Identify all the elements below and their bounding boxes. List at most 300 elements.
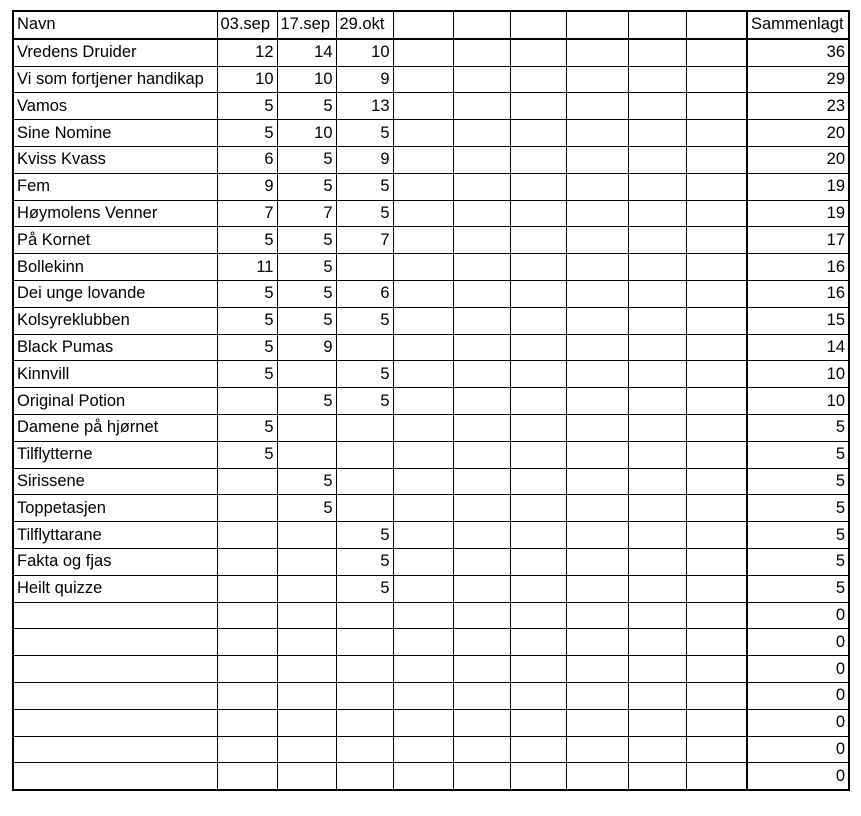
score-cell-date-1: 7 [217, 200, 277, 227]
team-name-cell: Sine Nomine [13, 120, 217, 147]
score-cell-date-2: 14 [277, 39, 336, 66]
score-cell-date-7 [566, 468, 628, 495]
score-cell-date-9 [686, 66, 747, 93]
score-cell-date-3: 5 [336, 361, 393, 388]
table-row [13, 334, 849, 361]
score-cell-date-8 [628, 307, 686, 334]
score-cell-date-2 [277, 575, 336, 602]
score-cell-date-9 [686, 254, 747, 281]
score-cell-date-1: 5 [217, 361, 277, 388]
score-cell-date-1: 5 [217, 307, 277, 334]
score-cell-date-3 [336, 709, 393, 736]
score-cell-date-9 [686, 629, 747, 656]
score-cell-date-5 [453, 441, 510, 468]
team-name-cell [13, 736, 217, 763]
table-row [13, 495, 849, 522]
score-cell-date-1 [217, 656, 277, 683]
score-cell-date-7 [566, 548, 628, 575]
score-cell-date-8 [628, 441, 686, 468]
score-cell-date-4 [393, 146, 453, 173]
table-row [13, 200, 849, 227]
score-cell-date-4 [393, 522, 453, 549]
score-cell-date-9 [686, 361, 747, 388]
score-cell-date-2: 5 [277, 388, 336, 415]
score-cell-date-8 [628, 200, 686, 227]
total-cell: 29 [747, 66, 849, 93]
table-row [13, 736, 849, 763]
score-cell-date-6 [510, 254, 566, 281]
score-cell-date-2: 5 [277, 227, 336, 254]
score-cell-date-5 [453, 66, 510, 93]
score-cell-date-2: 5 [277, 146, 336, 173]
score-cell-date-7 [566, 629, 628, 656]
score-cell-date-4 [393, 736, 453, 763]
score-cell-date-8 [628, 414, 686, 441]
team-name-cell [13, 763, 217, 790]
score-cell-date-5 [453, 763, 510, 790]
header-date-4 [393, 11, 453, 39]
score-cell-date-9 [686, 280, 747, 307]
score-cell-date-9 [686, 334, 747, 361]
score-cell-date-6 [510, 334, 566, 361]
score-cell-date-8 [628, 173, 686, 200]
score-cell-date-5 [453, 280, 510, 307]
total-cell: 16 [747, 280, 849, 307]
score-cell-date-1 [217, 763, 277, 790]
score-cell-date-4 [393, 66, 453, 93]
team-name-cell [13, 709, 217, 736]
header-date-3: 29.okt [336, 11, 393, 39]
score-cell-date-5 [453, 736, 510, 763]
score-cell-date-2 [277, 522, 336, 549]
score-cell-date-6 [510, 39, 566, 66]
score-cell-date-9 [686, 548, 747, 575]
score-cell-date-3 [336, 468, 393, 495]
score-cell-date-6 [510, 388, 566, 415]
table-row [13, 361, 849, 388]
score-cell-date-1: 5 [217, 334, 277, 361]
score-cell-date-5 [453, 468, 510, 495]
score-cell-date-9 [686, 575, 747, 602]
team-name-cell: Kviss Kvass [13, 146, 217, 173]
total-cell: 0 [747, 602, 849, 629]
score-cell-date-1 [217, 388, 277, 415]
score-cell-date-3: 5 [336, 307, 393, 334]
total-cell: 19 [747, 173, 849, 200]
table-row [13, 227, 849, 254]
score-cell-date-4 [393, 227, 453, 254]
score-cell-date-2 [277, 682, 336, 709]
team-name-cell: Dei unge lovande [13, 280, 217, 307]
score-cell-date-9 [686, 763, 747, 790]
score-cell-date-7 [566, 602, 628, 629]
score-cell-date-1 [217, 575, 277, 602]
score-cell-date-3: 9 [336, 66, 393, 93]
score-cell-date-2 [277, 361, 336, 388]
score-cell-date-2: 5 [277, 468, 336, 495]
score-cell-date-6 [510, 280, 566, 307]
header-date-7 [566, 11, 628, 39]
score-cell-date-6 [510, 307, 566, 334]
table-row [13, 254, 849, 281]
team-name-cell [13, 656, 217, 683]
score-cell-date-9 [686, 200, 747, 227]
score-cell-date-1: 5 [217, 280, 277, 307]
header-name: Navn [13, 11, 217, 39]
score-cell-date-3: 5 [336, 522, 393, 549]
score-cell-date-6 [510, 548, 566, 575]
table-row [13, 66, 849, 93]
score-cell-date-7 [566, 709, 628, 736]
table-row [13, 93, 849, 120]
score-cell-date-8 [628, 468, 686, 495]
table-row [13, 548, 849, 575]
score-cell-date-2: 10 [277, 120, 336, 147]
score-cell-date-6 [510, 629, 566, 656]
score-cell-date-7 [566, 361, 628, 388]
score-cell-date-8 [628, 120, 686, 147]
score-cell-date-4 [393, 602, 453, 629]
score-cell-date-9 [686, 93, 747, 120]
header-date-8 [628, 11, 686, 39]
score-cell-date-5 [453, 548, 510, 575]
score-cell-date-3: 7 [336, 227, 393, 254]
score-cell-date-5 [453, 522, 510, 549]
table-row [13, 414, 849, 441]
score-cell-date-4 [393, 441, 453, 468]
score-cell-date-5 [453, 629, 510, 656]
score-cell-date-8 [628, 629, 686, 656]
score-cell-date-4 [393, 656, 453, 683]
score-cell-date-1 [217, 629, 277, 656]
score-cell-date-1: 5 [217, 414, 277, 441]
score-cell-date-3: 5 [336, 120, 393, 147]
total-cell: 0 [747, 709, 849, 736]
score-cell-date-8 [628, 495, 686, 522]
total-cell: 5 [747, 575, 849, 602]
score-cell-date-7 [566, 414, 628, 441]
score-cell-date-7 [566, 200, 628, 227]
score-cell-date-8 [628, 227, 686, 254]
score-cell-date-6 [510, 173, 566, 200]
team-name-cell: Original Potion [13, 388, 217, 415]
table-row [13, 682, 849, 709]
score-cell-date-2: 9 [277, 334, 336, 361]
score-cell-date-1: 6 [217, 146, 277, 173]
score-cell-date-2: 5 [277, 93, 336, 120]
team-name-cell [13, 629, 217, 656]
score-cell-date-1: 5 [217, 93, 277, 120]
score-cell-date-5 [453, 414, 510, 441]
score-cell-date-5 [453, 334, 510, 361]
table-row [13, 280, 849, 307]
score-cell-date-6 [510, 66, 566, 93]
total-cell: 0 [747, 629, 849, 656]
team-name-cell: Toppetasjen [13, 495, 217, 522]
score-cell-date-5 [453, 495, 510, 522]
score-cell-date-1 [217, 495, 277, 522]
header-row [13, 11, 849, 39]
score-cell-date-8 [628, 709, 686, 736]
score-cell-date-8 [628, 334, 686, 361]
score-cell-date-2 [277, 548, 336, 575]
score-cell-date-8 [628, 763, 686, 790]
score-cell-date-9 [686, 227, 747, 254]
score-cell-date-4 [393, 414, 453, 441]
score-cell-date-2 [277, 414, 336, 441]
score-cell-date-8 [628, 280, 686, 307]
score-cell-date-4 [393, 200, 453, 227]
score-cell-date-4 [393, 120, 453, 147]
score-cell-date-4 [393, 629, 453, 656]
table-row [13, 602, 849, 629]
score-cell-date-8 [628, 66, 686, 93]
table-row [13, 709, 849, 736]
score-cell-date-9 [686, 736, 747, 763]
score-cell-date-7 [566, 682, 628, 709]
total-cell: 0 [747, 736, 849, 763]
score-cell-date-3 [336, 334, 393, 361]
score-cell-date-9 [686, 602, 747, 629]
score-cell-date-7 [566, 388, 628, 415]
score-cell-date-7 [566, 146, 628, 173]
score-cell-date-7 [566, 93, 628, 120]
total-cell: 20 [747, 120, 849, 147]
score-cell-date-4 [393, 682, 453, 709]
score-cell-date-6 [510, 441, 566, 468]
score-cell-date-1 [217, 736, 277, 763]
total-cell: 16 [747, 254, 849, 281]
table-row [13, 763, 849, 790]
score-cell-date-6 [510, 682, 566, 709]
team-name-cell: På Kornet [13, 227, 217, 254]
table-row [13, 146, 849, 173]
score-cell-date-5 [453, 656, 510, 683]
score-cell-date-1 [217, 602, 277, 629]
total-cell: 5 [747, 468, 849, 495]
score-cell-date-6 [510, 200, 566, 227]
score-cell-date-7 [566, 66, 628, 93]
score-cell-date-4 [393, 575, 453, 602]
score-cell-date-3: 5 [336, 173, 393, 200]
score-cell-date-5 [453, 227, 510, 254]
score-cell-date-2: 5 [277, 254, 336, 281]
score-cell-date-9 [686, 146, 747, 173]
score-cell-date-7 [566, 495, 628, 522]
team-name-cell: Fakta og fjas [13, 548, 217, 575]
score-cell-date-8 [628, 656, 686, 683]
score-cell-date-8 [628, 361, 686, 388]
score-cell-date-4 [393, 173, 453, 200]
team-name-cell: Bollekinn [13, 254, 217, 281]
score-cell-date-6 [510, 146, 566, 173]
score-cell-date-2: 5 [277, 280, 336, 307]
team-name-cell: Høymolens Venner [13, 200, 217, 227]
team-name-cell: Tilflytterne [13, 441, 217, 468]
total-cell: 0 [747, 763, 849, 790]
score-cell-date-1 [217, 522, 277, 549]
score-cell-date-7 [566, 736, 628, 763]
total-cell: 5 [747, 522, 849, 549]
table-row [13, 388, 849, 415]
score-cell-date-9 [686, 414, 747, 441]
score-cell-date-3: 9 [336, 146, 393, 173]
score-cell-date-3: 13 [336, 93, 393, 120]
score-cell-date-2: 5 [277, 307, 336, 334]
score-cell-date-2: 5 [277, 173, 336, 200]
score-cell-date-9 [686, 173, 747, 200]
score-cell-date-6 [510, 227, 566, 254]
score-cell-date-1 [217, 682, 277, 709]
score-cell-date-8 [628, 93, 686, 120]
score-cell-date-9 [686, 468, 747, 495]
total-cell: 36 [747, 39, 849, 66]
score-cell-date-4 [393, 39, 453, 66]
team-name-cell: Kinnvill [13, 361, 217, 388]
score-cell-date-6 [510, 656, 566, 683]
score-cell-date-6 [510, 468, 566, 495]
score-cell-date-1 [217, 468, 277, 495]
score-cell-date-6 [510, 93, 566, 120]
score-cell-date-4 [393, 334, 453, 361]
score-cell-date-3: 6 [336, 280, 393, 307]
score-cell-date-9 [686, 682, 747, 709]
score-cell-date-1: 9 [217, 173, 277, 200]
team-name-cell: Black Pumas [13, 334, 217, 361]
score-cell-date-9 [686, 441, 747, 468]
score-cell-date-4 [393, 468, 453, 495]
score-cell-date-4 [393, 93, 453, 120]
score-cell-date-7 [566, 656, 628, 683]
total-cell: 19 [747, 200, 849, 227]
score-cell-date-3 [336, 414, 393, 441]
score-cell-date-3 [336, 763, 393, 790]
table-row [13, 441, 849, 468]
score-cell-date-2 [277, 602, 336, 629]
score-table [12, 10, 850, 791]
score-cell-date-6 [510, 575, 566, 602]
score-cell-date-5 [453, 200, 510, 227]
score-cell-date-5 [453, 388, 510, 415]
score-cell-date-3 [336, 682, 393, 709]
score-cell-date-1: 11 [217, 254, 277, 281]
score-cell-date-9 [686, 388, 747, 415]
score-cell-date-4 [393, 307, 453, 334]
table-row [13, 120, 849, 147]
score-cell-date-3: 5 [336, 388, 393, 415]
score-cell-date-9 [686, 120, 747, 147]
score-cell-date-5 [453, 93, 510, 120]
score-cell-date-9 [686, 709, 747, 736]
score-cell-date-5 [453, 575, 510, 602]
score-cell-date-7 [566, 280, 628, 307]
score-cell-date-7 [566, 763, 628, 790]
total-cell: 17 [747, 227, 849, 254]
score-cell-date-6 [510, 361, 566, 388]
table-row [13, 307, 849, 334]
score-cell-date-5 [453, 39, 510, 66]
table-row [13, 173, 849, 200]
score-cell-date-5 [453, 602, 510, 629]
total-cell: 23 [747, 93, 849, 120]
score-cell-date-6 [510, 602, 566, 629]
total-cell: 5 [747, 441, 849, 468]
score-cell-date-3 [336, 602, 393, 629]
score-cell-date-7 [566, 441, 628, 468]
score-cell-date-7 [566, 39, 628, 66]
score-cell-date-8 [628, 388, 686, 415]
table-row [13, 575, 849, 602]
score-cell-date-1: 5 [217, 441, 277, 468]
score-cell-date-8 [628, 39, 686, 66]
score-cell-date-2 [277, 629, 336, 656]
score-cell-date-6 [510, 414, 566, 441]
score-cell-date-2: 7 [277, 200, 336, 227]
score-cell-date-3 [336, 736, 393, 763]
score-cell-date-8 [628, 254, 686, 281]
score-cell-date-7 [566, 334, 628, 361]
score-cell-date-1: 5 [217, 227, 277, 254]
score-cell-date-7 [566, 254, 628, 281]
total-cell: 15 [747, 307, 849, 334]
score-cell-date-9 [686, 656, 747, 683]
score-cell-date-1: 5 [217, 120, 277, 147]
score-cell-date-4 [393, 495, 453, 522]
team-name-cell: Sirissene [13, 468, 217, 495]
score-cell-date-1: 10 [217, 66, 277, 93]
team-name-cell: Vi som fortjener handikap [13, 66, 217, 93]
score-cell-date-7 [566, 120, 628, 147]
score-cell-date-7 [566, 522, 628, 549]
team-name-cell: Vredens Druider [13, 39, 217, 66]
table-row [13, 656, 849, 683]
score-cell-date-8 [628, 522, 686, 549]
score-cell-date-5 [453, 361, 510, 388]
score-cell-date-2: 10 [277, 66, 336, 93]
score-cell-date-3: 5 [336, 575, 393, 602]
score-cell-date-1 [217, 548, 277, 575]
header-date-2: 17.sep [277, 11, 336, 39]
score-cell-date-5 [453, 709, 510, 736]
score-cell-date-2 [277, 709, 336, 736]
table-row [13, 629, 849, 656]
score-cell-date-7 [566, 173, 628, 200]
score-cell-date-4 [393, 763, 453, 790]
total-cell: 5 [747, 548, 849, 575]
score-cell-date-5 [453, 254, 510, 281]
score-cell-date-7 [566, 307, 628, 334]
score-cell-date-6 [510, 736, 566, 763]
score-cell-date-3 [336, 495, 393, 522]
total-cell: 10 [747, 361, 849, 388]
score-cell-date-6 [510, 495, 566, 522]
score-cell-date-5 [453, 307, 510, 334]
score-cell-date-8 [628, 548, 686, 575]
score-cell-date-5 [453, 120, 510, 147]
score-cell-date-5 [453, 682, 510, 709]
score-cell-date-4 [393, 709, 453, 736]
score-cell-date-6 [510, 522, 566, 549]
score-cell-date-9 [686, 307, 747, 334]
score-cell-date-9 [686, 522, 747, 549]
score-cell-date-9 [686, 495, 747, 522]
team-name-cell: Vamos [13, 93, 217, 120]
score-cell-date-3 [336, 656, 393, 683]
score-cell-date-2 [277, 441, 336, 468]
table-row [13, 39, 849, 66]
score-cell-date-2 [277, 736, 336, 763]
total-cell: 0 [747, 656, 849, 683]
